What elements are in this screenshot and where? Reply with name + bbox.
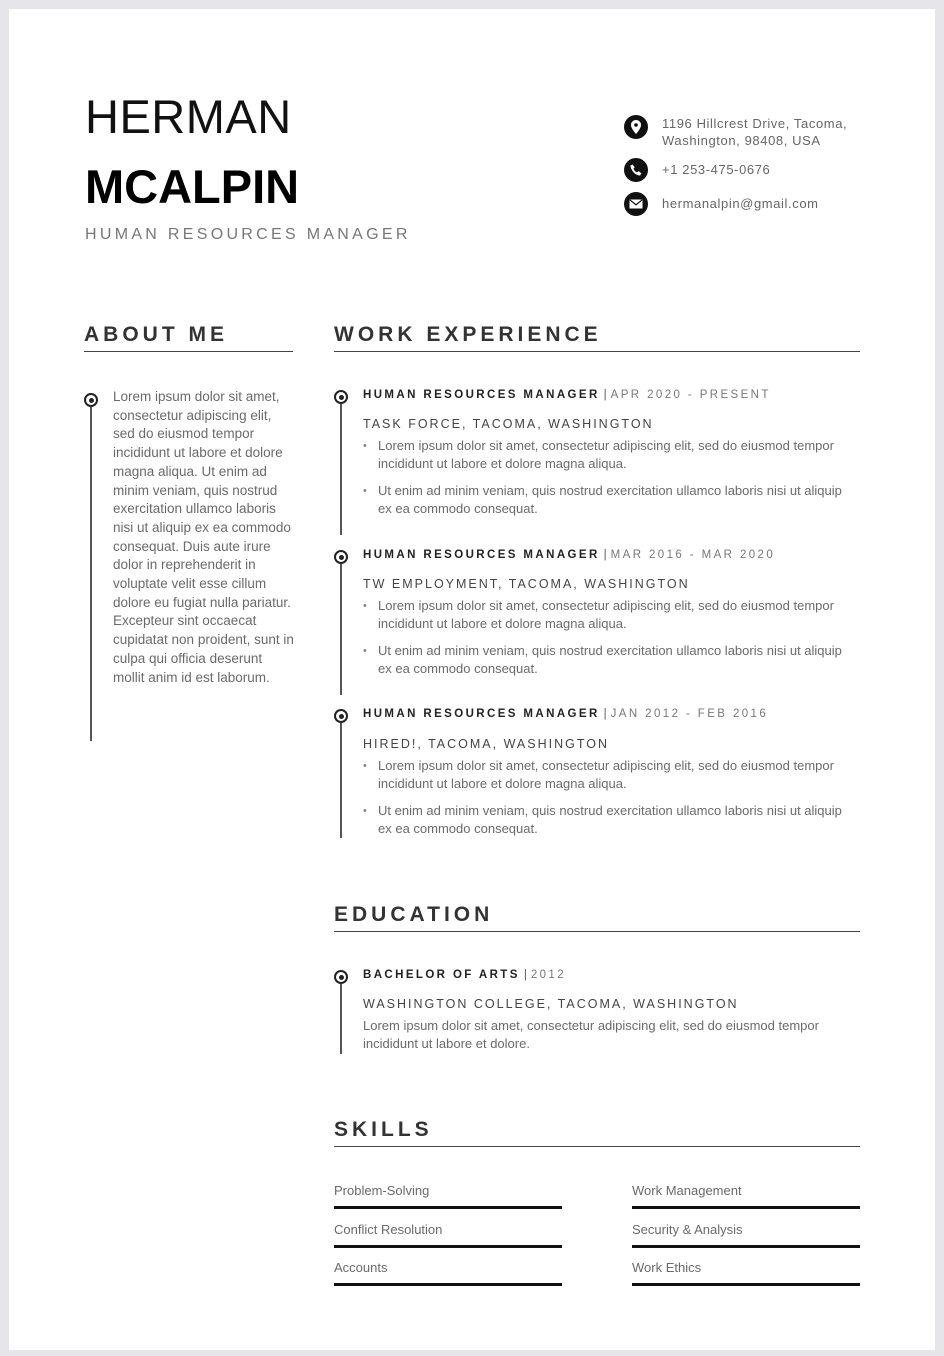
- bullet-text: Lorem ipsum dolor sit amet, consectetur adipiscing elit, sed do eiusmod tempor incididunt ut labore et dolore magna aliqua.: [378, 758, 834, 791]
- work-section-title: WORK EXPERIENCE: [334, 323, 602, 346]
- timeline-dot: [334, 709, 348, 723]
- contact-address: [624, 115, 872, 149]
- location-pin-icon: [624, 115, 648, 139]
- skill-label: Work Management: [632, 1183, 742, 1198]
- job-header: [363, 389, 771, 401]
- envelope-icon: [624, 192, 648, 216]
- job-dates: MAR 2016 - MAR 2020: [610, 549, 776, 561]
- timeline-dot: [334, 550, 348, 564]
- job-company: TASK FORCE, TACOMA, WASHINGTON: [363, 417, 654, 431]
- work-rule: [334, 351, 860, 352]
- last-name: MCALPIN: [85, 160, 300, 213]
- skill-label: Work Ethics: [632, 1260, 702, 1275]
- bullet-text: Ut enim ad minim veniam, quis nostrud exercitation ullamco laboris nisi ut aliquip ex ea commodo consequat.: [378, 803, 842, 836]
- timeline-line: [340, 984, 342, 1054]
- contact-phone: [624, 158, 872, 182]
- timeline-dot: [334, 970, 348, 984]
- skill-bar: [632, 1245, 860, 1248]
- about-rule: [84, 351, 293, 352]
- job-bullet: [363, 482, 843, 518]
- skill-label: Security & Analysis: [632, 1222, 743, 1237]
- bullet-text: Lorem ipsum dolor sit amet, consectetur adipiscing elit, sed do eiusmod tempor incididunt ut labore et dolore magna aliqua.: [378, 598, 834, 631]
- about-section-title: ABOUT ME: [84, 323, 228, 346]
- job-company: TW EMPLOYMENT, TACOMA, WASHINGTON: [363, 577, 690, 591]
- bullet-text: Ut enim ad minim veniam, quis nostrud exercitation ullamco laboris nisi ut aliquip ex ea commodo consequat.: [378, 483, 842, 516]
- skill-label: Conflict Resolution: [334, 1222, 443, 1237]
- skill-bar: [632, 1206, 860, 1209]
- bullet-text: Lorem ipsum dolor sit amet, consectetur adipiscing elit, sed do eiusmod tempor incididunt ut labore et dolore magna aliqua.: [378, 438, 834, 471]
- job-role: HUMAN RESOURCES MANAGER: [363, 708, 600, 720]
- contact-email: [624, 192, 872, 216]
- education-text: Lorem ipsum dolor sit amet, consectetur adipiscing elit, sed do eiusmod tempor incididunt ut labore et dolore.: [363, 1018, 819, 1051]
- skill-bar: [632, 1283, 860, 1286]
- job-bullet: [363, 597, 843, 633]
- skill-bar: [334, 1206, 562, 1209]
- bullet-marker: •: [363, 485, 367, 497]
- separator: |: [603, 549, 607, 561]
- timeline-dot: [84, 393, 98, 407]
- degree: BACHELOR OF ARTS: [363, 969, 520, 981]
- job-role: HUMAN RESOURCES MANAGER: [363, 389, 600, 401]
- timeline-dot: [334, 390, 348, 404]
- bullet-marker: •: [363, 645, 367, 657]
- skill-bar: [334, 1245, 562, 1248]
- bullet-marker: •: [363, 440, 367, 452]
- skill-label: Problem-Solving: [334, 1183, 430, 1198]
- skill-label: Accounts: [334, 1260, 388, 1275]
- education-header: [363, 969, 566, 981]
- timeline-line: [340, 564, 342, 695]
- job-bullet: [363, 437, 843, 473]
- graduation-year: 2012: [530, 969, 566, 981]
- skills-section-title: SKILLS: [334, 1118, 433, 1141]
- job-role: HUMAN RESOURCES MANAGER: [363, 549, 600, 561]
- job-header: [363, 708, 768, 720]
- job-header: [363, 549, 775, 561]
- bullet-text: Ut enim ad minim veniam, quis nostrud exercitation ullamco laboris nisi ut aliquip ex ea commodo consequat.: [378, 643, 842, 676]
- separator: |: [523, 969, 527, 981]
- job-company: HIRED!, TACOMA, WASHINGTON: [363, 737, 609, 751]
- skills-rule: [334, 1146, 860, 1147]
- timeline-line: [90, 407, 92, 741]
- timeline-line: [340, 723, 342, 838]
- education-section-title: EDUCATION: [334, 903, 494, 926]
- separator: |: [603, 708, 607, 720]
- phone-text[interactable]: +1 253-475-0676: [662, 162, 771, 177]
- skill-bar: [334, 1283, 562, 1286]
- school: WASHINGTON COLLEGE, TACOMA, WASHINGTON: [363, 997, 739, 1011]
- phone-icon: [624, 158, 648, 182]
- bullet-marker: •: [363, 600, 367, 612]
- job-bullet: [363, 642, 843, 678]
- about-text: Lorem ipsum dolor sit amet, consectetur adipiscing elit, sed do eiusmod tempor incididunt ut labore et dolore magna aliqua. Ut enim ad minim veniam, quis nostrud exercitation ullamco laboris nisi ut aliquip ex ea commodo consequat. Duis aute irure dolor in reprehenderit in voluptate velit esse cillum dolore eu fugiat nulla pariatur. Excepteur sint occaecat cupidatat non proident, sunt in culpa qui officia deserunt mollit anim id est laborum.: [113, 389, 294, 685]
- address-text: 1196 Hillcrest Drive, Tacoma, Washington, 98408, USA: [662, 116, 848, 148]
- job-dates: JAN 2012 - FEB 2016: [610, 708, 769, 720]
- bullet-marker: •: [363, 805, 367, 817]
- resume-page: [9, 9, 935, 1350]
- separator: |: [603, 389, 607, 401]
- first-name: HERMAN: [85, 90, 292, 143]
- job-title: HUMAN RESOURCES MANAGER: [85, 226, 411, 243]
- job-bullet: [363, 757, 843, 793]
- education-rule: [334, 931, 860, 932]
- job-bullet: [363, 802, 843, 838]
- timeline-line: [340, 404, 342, 535]
- email-text[interactable]: hermanalpin@gmail.com: [662, 196, 819, 211]
- job-dates: APR 2020 - PRESENT: [610, 389, 771, 401]
- bullet-marker: •: [363, 760, 367, 772]
